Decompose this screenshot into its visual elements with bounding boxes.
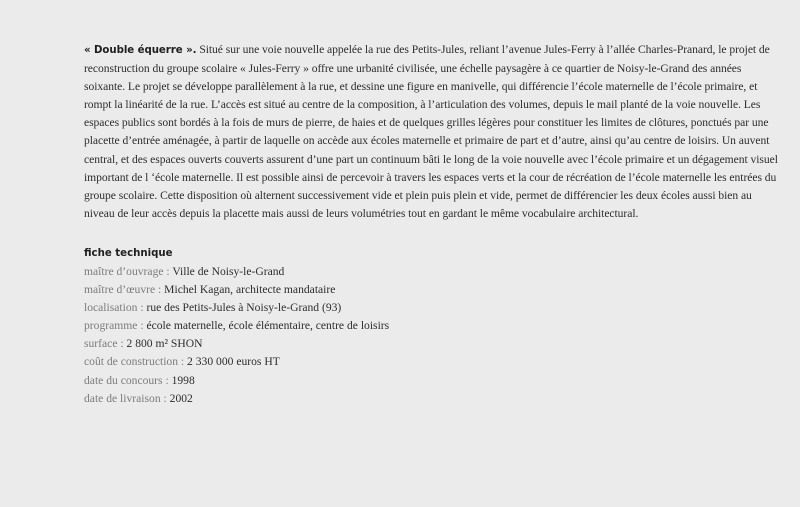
description-text: Situé sur une voie nouvelle appelée la rue des Petits-Jules, reliant l’avenue Jules-Ferry à l’allée Charles-Pranard, le projet de reconstruction du groupe scolaire « Jules-Ferry » offre une urbanité civilisée, une échelle paysagère à ce quartier de Noisy-le-Grand des années soixante. Le projet se développe parallèlement à la rue, et dessine une figure en manivelle, qui différencie l’école maternelle de l’école primaire, et rompt la linéarité de la rue. L’accès est situé au centre de la composition, à l’articulation des volumes, depuis le mail planté de la voie nouvelle. Les espaces publics sont bordés à la fois de murs de pierre, de haies et de quelques grilles légères pour constituer les limites de clôtures, ponctués par une placette d’entrée aménagée, à partir de laquelle on accède aux écoles maternelle et primaire de part et d’autre, ainsi qu’au centre de loisirs. Un auvent central, et des espaces ouverts couverts assurent d’une part un continuum bâti le long de la voie nouvelle avec l’école primaire et un dégagement visuel important de l ‘école maternelle. Il est possible ainsi de percevoir à travers les espaces verts et la cour de récréation de l’école maternelle les entrées du groupe scolaire. Cette disposition où alternent successivement vide et plein puis plein et vide, permet de différencier les deux écoles aussi bien au niveau de leur accès depuis la placette mais aussi de leurs volumétries tout en gardant le même vocabulaire architectural. xyxy=(84,43,778,220)
article-content xyxy=(84,41,784,408)
fiche-item-maitre-oeuvre xyxy=(84,281,784,299)
fiche-label: localisation : xyxy=(84,301,144,315)
fiche-item-programme xyxy=(84,317,784,335)
fiche-item-cout xyxy=(84,353,784,371)
fiche-label: maître d’ouvrage : xyxy=(84,264,170,278)
fiche-item-maitre-ouvrage xyxy=(84,263,784,281)
fiche-value: 2 800 m² SHON xyxy=(126,337,203,351)
fiche-label: date de livraison : xyxy=(84,391,167,405)
fiche-label: maître d’œuvre : xyxy=(84,283,162,297)
technical-sheet-title: fiche technique xyxy=(84,247,173,259)
fiche-item-surface xyxy=(84,335,784,353)
fiche-value: école maternelle, école élémentaire, centre de loisirs xyxy=(146,319,390,333)
fiche-label: date du concours : xyxy=(84,373,169,387)
fiche-value: 2002 xyxy=(169,391,193,405)
fiche-value: Michel Kagan, architecte mandataire xyxy=(164,283,336,297)
fiche-label: coût de construction : xyxy=(84,355,185,369)
fiche-value: rue des Petits-Jules à Noisy-le-Grand (93) xyxy=(146,301,342,315)
fiche-value: Ville de Noisy-le-Grand xyxy=(172,264,285,278)
fiche-item-localisation xyxy=(84,299,784,317)
fiche-item-date-concours xyxy=(84,372,784,390)
fiche-value: 1998 xyxy=(171,373,195,387)
fiche-value: 2 330 000 euros HT xyxy=(187,355,280,369)
fiche-item-date-livraison xyxy=(84,390,784,408)
fiche-label: surface : xyxy=(84,337,124,351)
project-title: « Double équerre ». xyxy=(84,45,197,56)
technical-sheet xyxy=(84,247,784,408)
technical-sheet-list xyxy=(84,263,784,408)
project-description xyxy=(84,41,784,223)
fiche-label: programme : xyxy=(84,319,144,333)
